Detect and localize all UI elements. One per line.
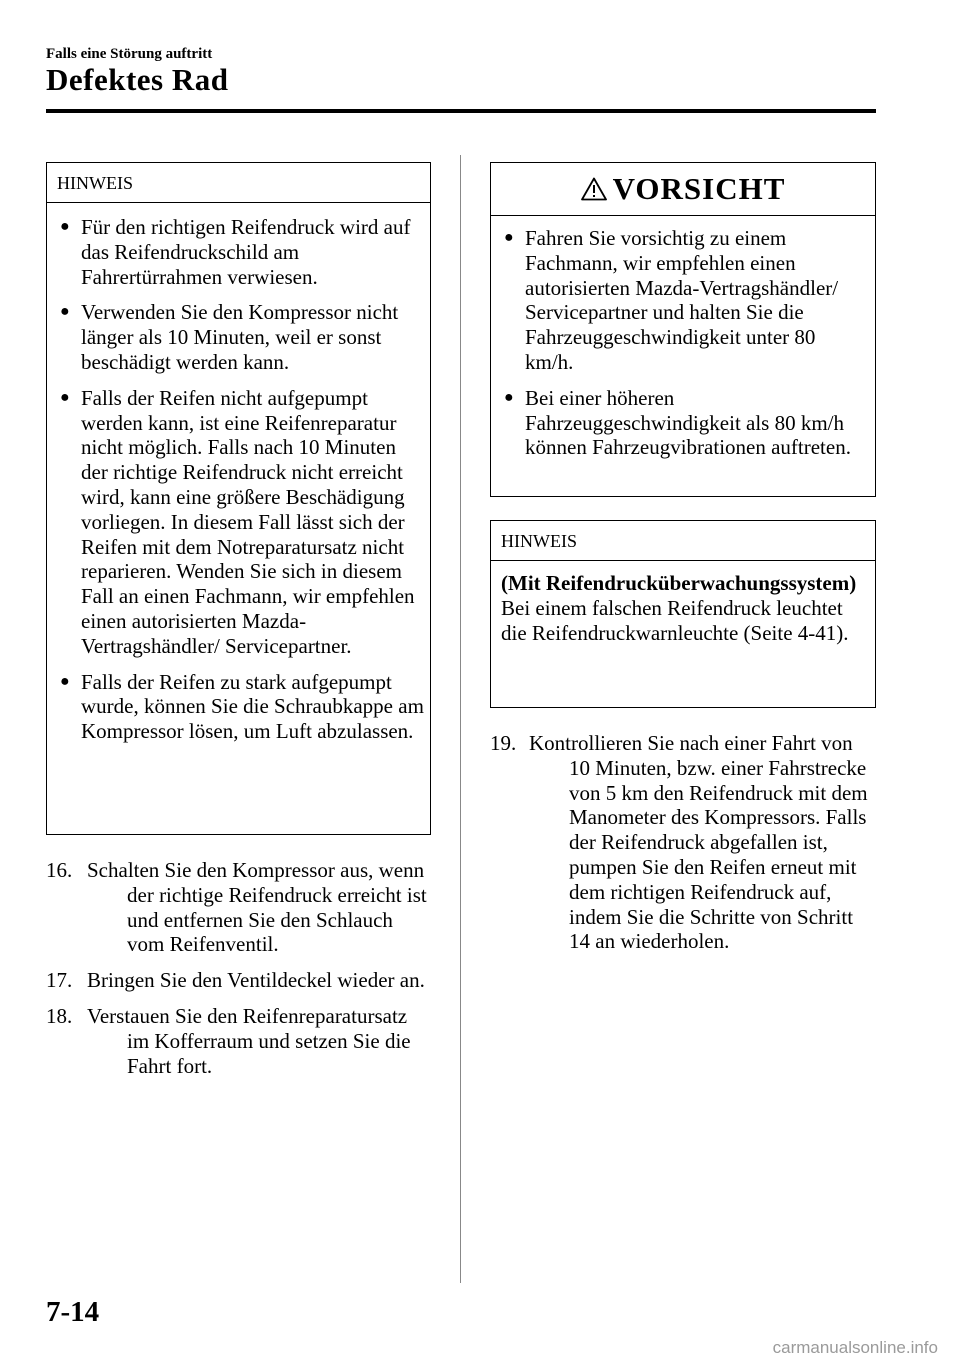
caution-box: [490, 162, 876, 497]
hinweis-label: HINWEIS: [47, 163, 430, 203]
hinweis-bullet-list: [47, 203, 430, 744]
page-title: Defektes Rad: [46, 62, 229, 97]
step-item: [46, 1004, 434, 1078]
step-item: [46, 858, 434, 957]
step-number: 18.: [46, 1003, 73, 1028]
caution-title: VORSICHT: [612, 171, 786, 206]
step-item: [490, 731, 878, 954]
step-number: 17.: [46, 968, 73, 993]
bullet-icon: ●: [60, 388, 70, 406]
hinweis-body: [491, 561, 875, 657]
hinweis-condition: (Mit Reifendrucküberwachungssystem): [501, 571, 857, 595]
step-text: Kontrollieren Sie nach einer Fahrt von 10 Minuten, bzw. einer Fahrstrecke von 5 km den Reifendruck mit dem Manometer des Kompressors. Falls der Reifendruck abgefallen ist, pumpen Sie den Reifen erneut mit dem richtigen Reifendruck auf, indem Sie die Schritte von Schritt 14 an wiederholen.: [529, 731, 868, 954]
caution-bullet-list: [491, 216, 875, 460]
bullet-icon: ●: [504, 388, 514, 406]
page-number: 7-14: [46, 1296, 100, 1328]
hinweis-bullet: [47, 386, 430, 659]
step-item: [46, 968, 434, 993]
bullet-text: Verwenden Sie den Kompressor nicht länger als 10 Minuten, weil er sonst beschädigt werden kann.: [81, 300, 399, 374]
bullet-text: Bei einer höheren Fahrzeuggeschwindigkeit als 80 km/h können Fahrzeugvibrationen auftreten.: [525, 385, 851, 460]
warning-triangle-icon: [581, 177, 607, 201]
step-number: 19.: [490, 731, 517, 755]
bullet-text: Für den richtigen Reifendruck wird auf das Reifendruckschild am Fahrertürrahmen verwiesen.: [81, 215, 411, 289]
bullet-icon: ●: [60, 218, 70, 235]
hinweis-bullet: [47, 670, 430, 744]
section-label: Falls eine Störung auftritt: [46, 46, 213, 62]
step-list-right: [490, 731, 878, 965]
column-divider: [460, 155, 461, 1283]
bullet-icon: ●: [504, 229, 514, 246]
hinweis-bullet: [47, 215, 430, 289]
caution-bullet: [491, 386, 875, 460]
hinweis-box-right: [490, 520, 876, 708]
bullet-text: Fahren Sie vorsichtig zu einem Fachmann, wir empfehlen einen autorisierten Mazda-Vertragshändler/ Servicepartner und halten Sie die Fahrzeuggeschwindigkeit unter 80 km/h.: [525, 226, 839, 374]
title-rule: [46, 109, 876, 113]
hinweis-label: HINWEIS: [491, 521, 875, 561]
bullet-text: Falls der Reifen zu stark aufgepumpt wurde, können Sie die Schraubkappe am Kompressor lösen, um Luft abzulassen.: [81, 669, 424, 744]
hinweis-box-left: [46, 162, 431, 835]
step-text: Verstauen Sie den Reifenreparatursatz im Kofferraum und setzen Sie die Fahrt fort.: [87, 1003, 411, 1078]
step-number: 16.: [46, 858, 73, 882]
step-list-left: [46, 858, 434, 1089]
step-text: Schalten Sie den Kompressor aus, wenn der richtige Reifendruck erreicht ist und entfernen Sie den Schlauch vom Reifenventil.: [87, 858, 427, 957]
caution-bullet: [491, 226, 875, 375]
bullet-icon: ●: [60, 672, 70, 690]
bullet-text: Falls der Reifen nicht aufgepumpt werden kann, ist eine Reifenreparatur nicht möglich. Falls nach 10 Minuten der richtige Reifendruck nicht erreicht wird, kann eine größere Beschädigung vorliegen. In diesem Fall lässt sich der Reifen mit dem Notreparatursatz nicht reparieren. Wenden Sie sich in diesem Fall an einen Fachmann, wir empfehlen einen autorisierten Mazda-Vertragshändler/ Servicepartner.: [81, 385, 415, 658]
caution-header: [491, 163, 875, 216]
step-text: Bringen Sie den Ventildeckel wieder an.: [87, 968, 425, 993]
bullet-icon: ●: [60, 303, 70, 321]
hinweis-text: Bei einem falschen Reifendruck leuchtet die Reifendruckwarnleuchte (Seite 4-41).: [501, 595, 849, 645]
watermark: carmanualsonline.info: [772, 1338, 938, 1357]
hinweis-bullet: [47, 300, 430, 374]
